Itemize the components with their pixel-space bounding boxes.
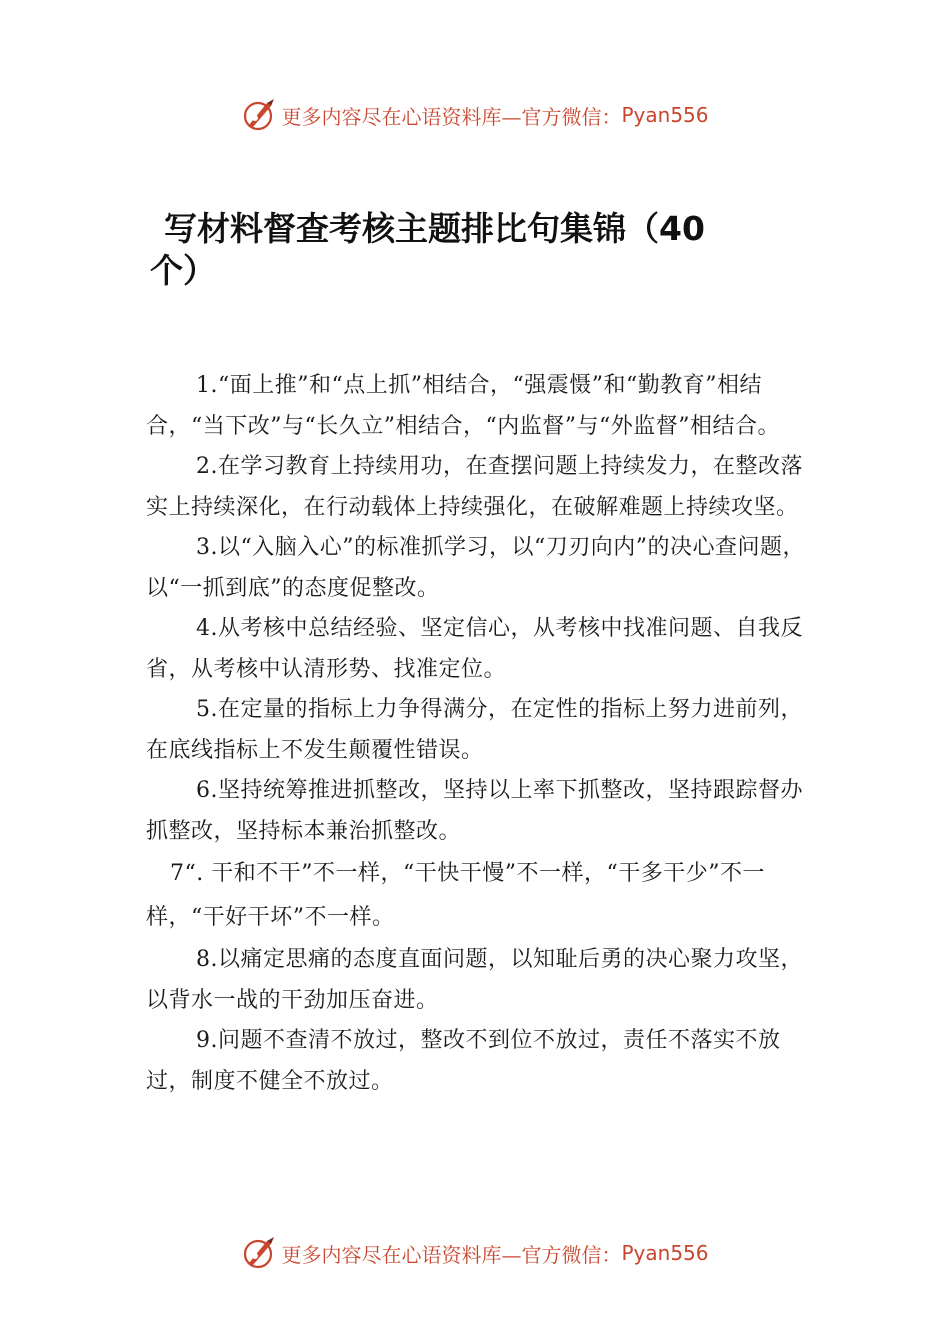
list-item: 4.从考核中总结经验、坚定信心，从考核中找准问题、自我反省，从考核中认清形势、找准定位。	[146, 616, 803, 682]
quill-pen-logo-icon	[241, 1235, 277, 1271]
list-item: 5.在定量的指标上力争得满分，在定性的指标上努力进前列，在底线指标上不发生颠覆性错误。	[146, 697, 803, 763]
list-item: 2.在学习教育上持续用功，在查摆问题上持续发力，在整改落实上持续深化，在行动载体上持续强化，在破解难题上持续攻坚。	[146, 454, 803, 520]
banner-text: 更多内容尽在心语资料库—官方微信：	[281, 1242, 622, 1267]
wechat-id: Pyan556	[621, 1241, 709, 1265]
list-item: 7“. 干和不干”不一样，“干快干慢”不一样，“干多干少”不一样，“干好干坏”不一样。	[146, 861, 765, 930]
document-title: 写材料督查考核主题排比句集锦（40个）	[150, 209, 705, 290]
banner-text: 更多内容尽在心语资料库—官方微信：	[281, 104, 622, 129]
list-item: 8.以痛定思痛的态度直面问题，以知耻后勇的决心聚力攻坚，以背水一战的干劲加压奋进。	[146, 947, 803, 1013]
document-body	[146, 366, 810, 1102]
list-item: 9.问题不查清不放过，整改不到位不放过，责任不落实不放过，制度不健全不放过。	[146, 1028, 781, 1094]
header-banner	[0, 95, 950, 135]
list-item: 6.坚持统筹推进抓整改，坚持以上率下抓整改，坚持跟踪督办抓整改，坚持标本兼治抓整改。	[146, 778, 803, 844]
list-item: 3.以“入脑入心”的标准抓学习，以“刀刃向内”的决心查问题，以“一抓到底”的态度促整改。	[146, 535, 805, 601]
wechat-id: Pyan556	[621, 103, 709, 127]
quill-pen-logo-icon	[241, 97, 277, 133]
footer-banner	[0, 1233, 950, 1273]
list-item: 1.“面上推”和“点上抓”相结合，“强震慑”和“勤教育”相结合，“当下改”与“长久立”相结合，“内监督”与“外监督”相结合。	[146, 373, 780, 439]
